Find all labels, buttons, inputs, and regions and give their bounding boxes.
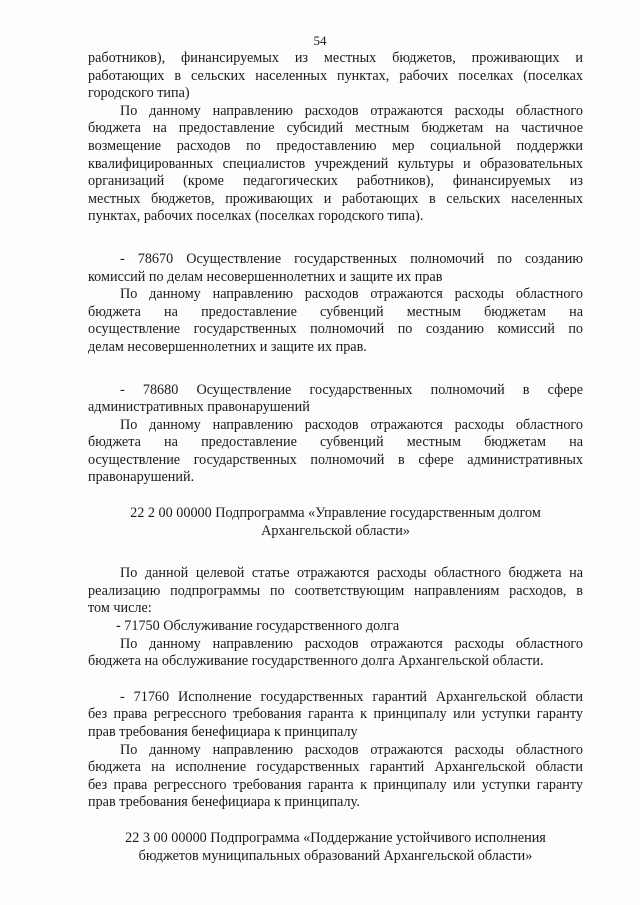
text-line: По данному направлению расходов отражаются расходы областного: [120, 741, 583, 758]
item-71750: [88, 618, 583, 671]
item-78680: [88, 382, 583, 488]
text-line: бюджета на исполнение государственных гарантий Архангельской области: [88, 759, 583, 776]
text-line: работников), финансируемых из местных бюджетов, проживающих и: [88, 50, 583, 66]
text-line: По данной целевой статье отражаются расходы областного бюджета на: [120, 565, 583, 582]
page-number: 54: [313, 33, 327, 48]
item-title-line: - 71760 Исполнение государственных гарантий Архангельской области: [120, 688, 583, 705]
paragraph-subsidies: [88, 103, 583, 226]
text-line: без права регрессного требования гаранта к принципалу или уступки гаранту: [88, 776, 583, 793]
document-body: [88, 50, 583, 865]
item-title-line: без права регрессного требования гаранта к принципалу или уступки гаранту: [88, 706, 583, 723]
text-line: осуществление государственных полномочий в сфере административных: [88, 451, 583, 468]
text-line: По данному направлению расходов отражаются расходы областного: [120, 286, 583, 303]
text-line: организаций (кроме педагогических работников), финансируемых из: [88, 173, 583, 190]
item-78670: [88, 251, 583, 357]
text-line: прав требования бенефициара к принципалу.: [88, 794, 360, 811]
item-title-line: прав требования бенефициара к принципалу: [88, 724, 358, 740]
heading-line: бюджетов муниципальных образований Архангельской области»: [138, 847, 533, 864]
text-line: бюджета на предоставление субвенций местным бюджетам на: [88, 303, 583, 320]
text-line: работающих в сельских населенных пунктах, рабочих поселках (поселках: [88, 67, 583, 84]
subprogram-heading-22-3: [88, 830, 583, 865]
text-line: реализацию подпрограммы по соответствующим направлениям расходов, в: [88, 582, 583, 599]
item-title-line: - 71750 Обслуживание государственного долга: [116, 618, 400, 635]
heading-line: Архангельской области»: [261, 522, 410, 539]
text-line: бюджета на предоставление субсидий местным бюджетам на частичное: [88, 120, 583, 137]
text-line: городского типа): [88, 85, 190, 102]
text-line: По данному направлению расходов отражаются расходы областного: [120, 416, 583, 433]
text-line: делам несовершеннолетних и защите их прав.: [88, 338, 367, 355]
item-title-line: административных правонарушений: [88, 399, 310, 416]
heading-line: 22 2 00 00000 Подпрограмма «Управление государственным долгом: [130, 505, 541, 522]
heading-line: 22 3 00 00000 Подпрограмма «Поддержание устойчивого исполнения: [125, 829, 546, 846]
text-line: квалифицированных специалистов учреждений культуры и образовательных: [88, 155, 583, 172]
text-line: По данному направлению расходов отражаются расходы областного: [120, 635, 583, 652]
item-title-line: - 78680 Осуществление государственных полномочий в сфере: [120, 381, 583, 398]
text-line: пунктах, рабочих поселках (поселках городского типа).: [88, 208, 424, 225]
item-title-line: - 78670 Осуществление государственных полномочий по созданию: [120, 250, 583, 267]
paragraph-continuation: [88, 50, 583, 103]
item-71760: [88, 689, 583, 812]
subprogram-heading-22-2: [88, 505, 583, 540]
text-line: бюджета на предоставление субвенций местным бюджетам на: [88, 434, 583, 451]
text-line: том числе:: [88, 600, 152, 617]
text-line: По данному направлению расходов отражаются расходы областного: [120, 102, 583, 119]
text-line: местных бюджетов, проживающих и работающих в сельских населенных: [88, 190, 583, 207]
item-title-line: комиссий по делам несовершеннолетних и защите их прав: [88, 268, 443, 285]
subprogram-intro: [88, 565, 583, 618]
text-line: бюджета на обслуживание государственного долга Архангельской области.: [88, 653, 544, 670]
text-line: правонарушений.: [88, 469, 195, 486]
text-line: возмещение расходов по предоставлению мер социальной поддержки: [88, 137, 583, 154]
text-line: осуществление государственных полномочий по созданию комиссий по: [88, 321, 583, 338]
